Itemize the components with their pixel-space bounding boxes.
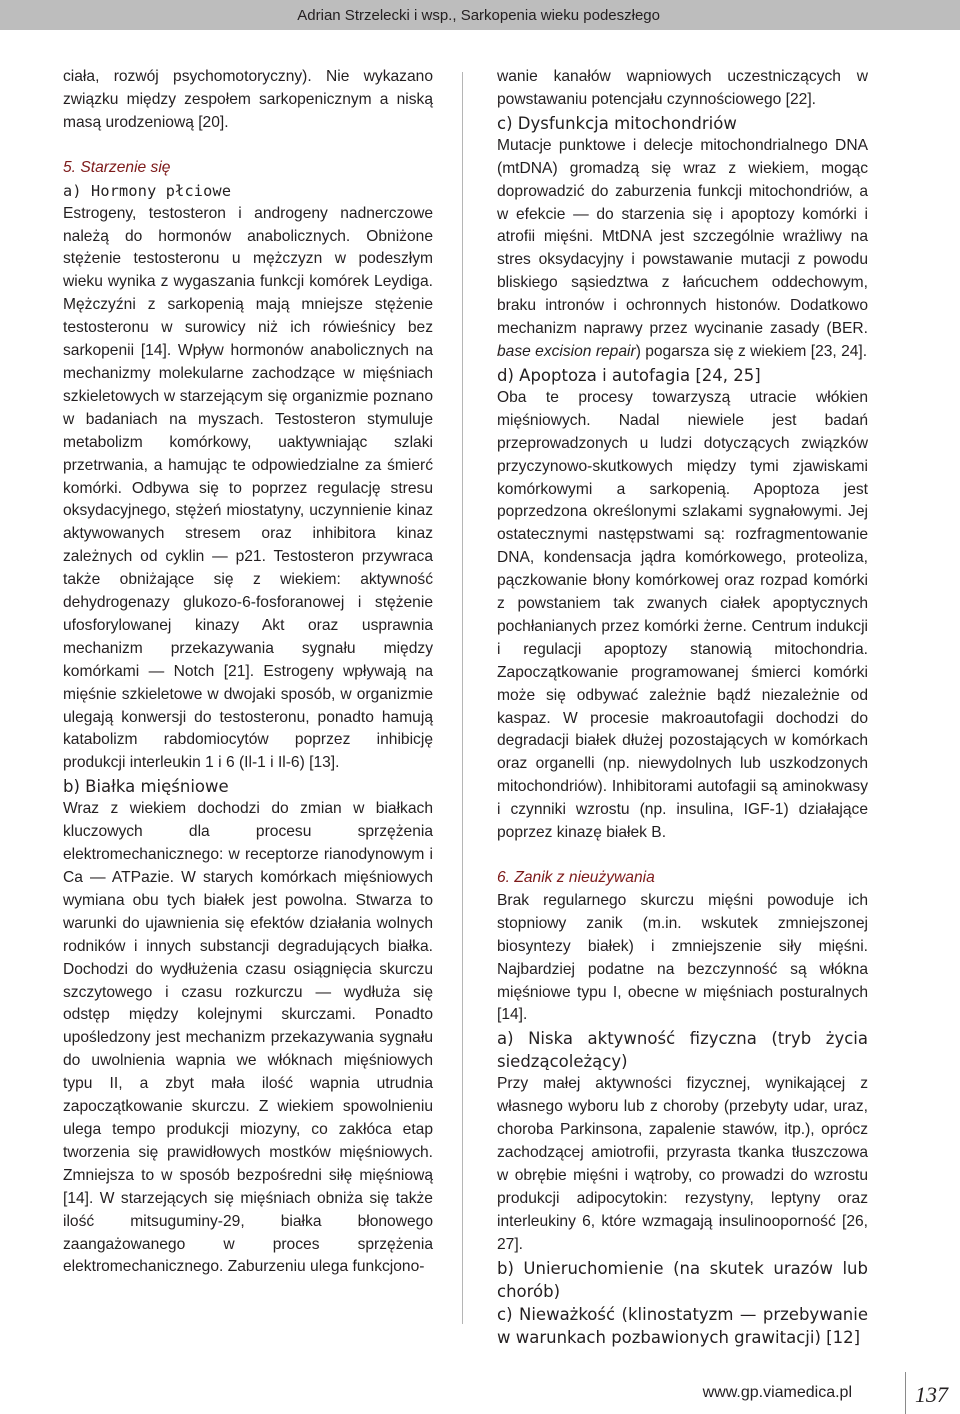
page-footer — [0, 1372, 960, 1414]
subsection-heading-b: b) Unieruchomienie (na skutek urazów lub chorób) — [497, 1258, 868, 1301]
paragraph: Przy małej aktywności fizycznej, wynikającej z własnego wyboru lub z choroby (przebyty udar, uraz, choroba Parkinsona, zapalenie stawów, itp.), oprócz zachodzącej amiotrofii, przyrasta tkanka tłuszczowa w obrębie mięśni i wątroby, co prowadzi do wzrostu produkcji adipocytokin: rezystyny, leptyny oraz interleukiny 6, które wzmagają insulinooporność [26, 27]. — [497, 1075, 868, 1253]
paragraph: Oba te procesy towarzyszą utracie włókien mięśniowych. Nadal niewiele jest badań przeprowadzonych u ludzi dotyczących związków przyczynowo-skutkowych między tymi zjawiskami komórkowymi a sarkopenią. Apoptoza jest poprzedzona określonymi szlakami sygnałowymi. Jej ostatecznymi następstwami są: rozfragmentowanie DNA, kondensacja jądra komórkowego, proteoliza, pączkowanie błony komórkowej oraz rozpad komórki z powstaniem tak zwanych ciałek apoptycznych pochłanianych przez komórki żerne. Centrum indukcji i regulacji apoptozy stanowią mitochondria. Zapoczątkowanie programowanej śmierci komórki może się odbywać zależnie bądź niezależnie od kaspaz. W procesie makroautofagii dochodzi do degradacji białek dłużej pozostających w komórkach oraz organelli (np. niewydolnych lub uszkodzonych mitochondriów). Inhibitorami autofagii są aminokwasy i czynniki wzrostu (np. insulina, IGF-1) działające poprzez kinazę białek B. — [497, 388, 868, 842]
paragraph: wanie kanałów wapniowych uczestniczących w powstawaniu potencjału czynnościowego [22]. — [497, 68, 868, 108]
section-heading-5: 5. Starzenie się — [63, 158, 171, 176]
paragraph: Wraz z wiekiem dochodzi do zmian w białkach kluczowych dla procesu sprzężenia elektromechanicznego: w receptorze rianodynowym i Ca — ATPazie. W starych komórkach mięśniowych wymiana obu tych białek jest powolna. Stwarza to warunki do ujawnienia się efektów działania wolnych rodników i innych substancji degradujących białka. Dochodzi do wydłużenia czasu osiągnięcia skurczu szczytowego i czasu rozkurczu — wydłuża się odstęp między kolejnymi skurczami. Ponadto upośledzony jest mechanizm przekazywania sygnału do uwolnienia wapnia we włóknach mięśniowych typu II, a zbyt mała ilość wapnia utrudnia zapoczątkowanie skurczu. Z wiekiem spowolnieniu ulega tempo produkcji miozyny, co zakłóca etap tworzenia się prawidłowych mostków mięśniowych. Zmniejsza to w sposób bezpośredni siłę mięśniową [14]. W starzejących się mięśniach obniża się także ilość mitsuguminy-29, białka błonowego zaangażowanego w proces sprzężenia elektromechanicznego. Zaburzeniu ulega funkcjono- — [63, 800, 433, 1276]
subsection-heading-d: d) Apoptoza i autofagia [24, 25] — [497, 365, 761, 385]
page-number: 137 — [915, 1382, 948, 1407]
column-divider — [462, 72, 463, 1324]
left-column — [63, 66, 433, 1279]
subsection-heading-a: a) Niska aktywność fizyczna (tryb życia siedzącoleżący) — [497, 1029, 868, 1072]
subsection-heading-c: c) Dysfunkcja mitochondriów — [497, 113, 737, 133]
header-authors: Adrian Strzelecki i wsp., — [297, 7, 457, 24]
footer-divider — [905, 1372, 906, 1414]
paragraph: ciała, rozwój psychomotoryczny). Nie wykazano związku między zespołem sarkopenicznym a niską masą urodzeniową [20]. — [63, 68, 433, 131]
running-header — [0, 0, 960, 30]
running-header-text — [297, 7, 660, 24]
paragraph-text: Mutacje punktowe i delecje mitochondrialnego DNA (mtDNA) gromadzą się wraz z wiekiem, mogąc doprowadzić do zaburzenia funkcji mitochondriów, a w efekcie — do starzenia się i apoptozy komórki i atrofii mięśni. MtDNA jest szczególnie wrażliwy na stres oksydacyjny i powstawanie mutacji z powodu bliskiego sąsiedztwa z łańcuchem oddechowym, braku intronów i ochronnych histonów. Dodatkowo mechanizm naprawy przez wycinanie zasady (BER. — [497, 136, 868, 338]
paragraph: Brak regularnego skurczu mięśni powoduje ich stopniowy zanik (m.in. wskutek zmniejszonej biosyntezy białek) i zmniejszenie siły mięśni. Najbardziej podatne na bezczynność są włókna mięśniowe typu I, obecne w mięśniach posturalnych [14]. — [497, 891, 868, 1024]
subsection-heading-c2: c) Nieważkość (klinostatyzm — przebywanie w warunkach pozbawionych grawitacji) [12] — [497, 1304, 868, 1347]
paragraph-text: ) pogarsza się z wiekiem [23, 24]. — [635, 342, 868, 360]
right-column — [497, 66, 868, 1349]
subsection-heading-b: b) Białka mięśniowe — [63, 777, 229, 797]
italic-term: base excision repair — [497, 342, 636, 360]
journal-url[interactable]: www.gp.viamedica.pl — [702, 1384, 852, 1401]
section-heading-6: 6. Zanik z nieużywania — [497, 869, 655, 886]
paragraph: Estrogeny, testosteron i androgeny nadnerczowe należą do hormonów anabolicznych. Obniżone stężenie testosteronu u mężczyzn w podeszłym wieku wynika z wygaszania funkcji komórek Leydiga. Mężczyźni z sarkopenią mają mniejsze stężenie testosteronu w surowicy niż ich rówieśnicy bez sarkopenii [14]. Wpływ hormonów anabolicznych na mechanizmy molekularne zachodzące w mięśniach szkieletowych w starzejącym się organizmie poznano w badaniach na myszach. Testosteron stymuluje metabolizm komórkowy, uaktywniając szlaki przetrwania, a hamując te odpowiedzialne za śmierć komórki. Odbywa się to poprzez regulację stresu oksydacyjnego, stężeń miostatyny, uczynnienie kinaz aktywowanych stresem oraz inhibitora kinaz zależnych od cyklin — p21. Testosteron przywraca także obniżające się z wiekiem: aktywność dehydrogenazy glukozo-6-fosforanowej i stężenie ufosforylowanej kinazy Akt oraz usprawnia mechanizm przekazywania sygnału między komórkami — Notch [21]. Estrogeny wpływają na mięśnie szkieletowe w dwojaki sposób, w organizmie ulegają konwersji do testosteronu, ponadto hamują katabolizm rabdomiocytów poprzez inhibicję produkcji interleukin 1 i 6 (Il-1 i Il-6) [13]. — [63, 204, 433, 772]
paragraph — [497, 135, 868, 364]
subsection-heading-a: a) Hormony płciowe — [63, 181, 232, 200]
header-article-title: Sarkopenia wieku podeszłego — [460, 7, 660, 24]
